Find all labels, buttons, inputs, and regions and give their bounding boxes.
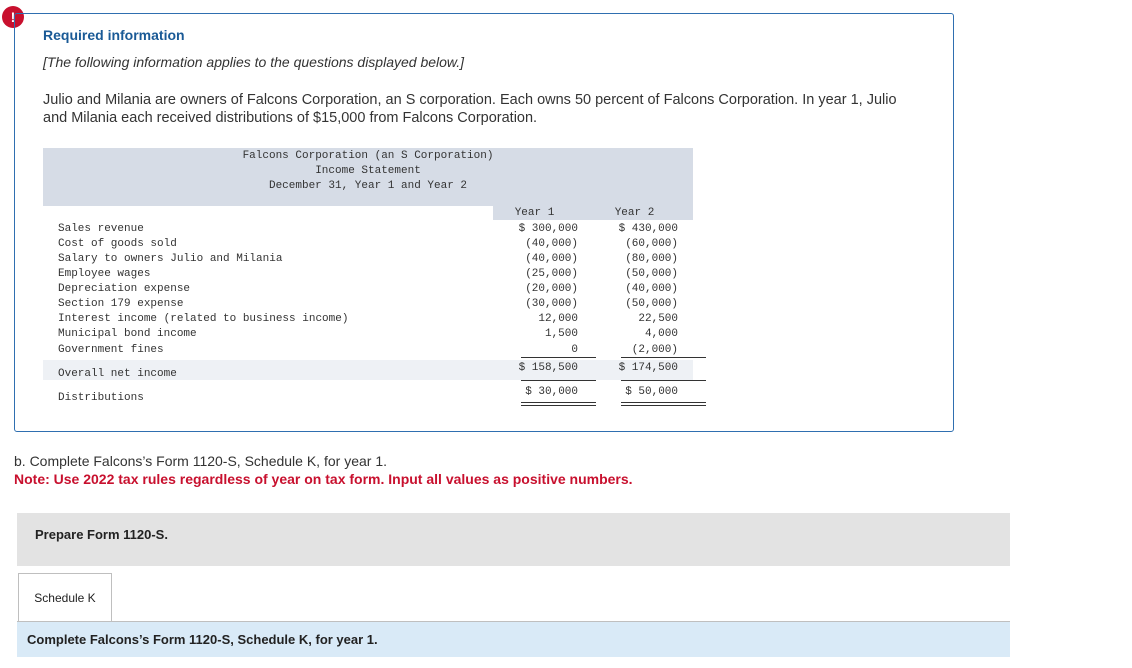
subtotal-rule-year-1 xyxy=(521,357,596,358)
statement-header xyxy=(43,148,693,206)
row-value-year-2: (50,000) xyxy=(625,268,678,280)
required-information-title: Required information xyxy=(43,27,185,43)
statement-title-line: December 31, Year 1 and Year 2 xyxy=(268,180,468,192)
net-income-year-2: $ 174,500 xyxy=(618,362,678,374)
net-income-year-1: $ 158,500 xyxy=(518,362,578,374)
row-value-year-1: (25,000) xyxy=(525,268,578,280)
row-label: Sales revenue xyxy=(58,223,144,235)
row-value-year-1: (40,000) xyxy=(525,253,578,265)
distributions-rule-year-2 xyxy=(621,402,706,403)
required-information-subtitle: [The following information applies to the questions displayed below.] xyxy=(43,54,465,70)
row-value-year-1: (30,000) xyxy=(525,298,578,310)
question-text: b. Complete Falcons’s Form 1120-S, Schedule K, for year 1. xyxy=(14,453,387,469)
row-value-year-1: (40,000) xyxy=(525,238,578,250)
row-value-year-2: (40,000) xyxy=(625,283,678,295)
net-income-label: Overall net income xyxy=(58,368,177,380)
net-income-rule-year-2 xyxy=(621,380,706,381)
row-value-year-1: $ 300,000 xyxy=(518,223,578,235)
distributions-double-rule-year-1 xyxy=(521,405,596,406)
row-value-year-2: (50,000) xyxy=(625,298,678,310)
distributions-year-2: $ 50,000 xyxy=(625,386,678,398)
row-value-year-2: (2,000) xyxy=(631,344,678,356)
distributions-label: Distributions xyxy=(58,392,144,404)
question-note: Note: Use 2022 tax rules regardless of year on tax form. Input all values as positive numbers. xyxy=(14,471,633,487)
row-value-year-1: 12,000 xyxy=(538,313,578,325)
tab-schedule-k[interactable]: Schedule K xyxy=(18,573,112,621)
column-header-year-1: Year 1 xyxy=(514,207,555,219)
distributions-year-1: $ 30,000 xyxy=(525,386,578,398)
row-label: Government fines xyxy=(58,344,164,356)
distributions-rule-year-1 xyxy=(521,402,596,403)
net-income-rule-year-1 xyxy=(521,380,596,381)
distributions-double-rule-year-2 xyxy=(621,405,706,406)
row-label: Employee wages xyxy=(58,268,151,280)
prepare-form-label: Prepare Form 1120-S. xyxy=(35,527,168,542)
row-label: Salary to owners Julio and Milania xyxy=(58,253,283,265)
statement-title-line: Falcons Corporation (an S Corporation) xyxy=(242,150,494,162)
row-value-year-1: (20,000) xyxy=(525,283,578,295)
row-value-year-1: 1,500 xyxy=(544,328,578,340)
row-label: Cost of goods sold xyxy=(58,238,177,250)
column-header-year-2: Year 2 xyxy=(614,207,655,219)
row-value-year-2: 4,000 xyxy=(644,328,678,340)
row-label: Municipal bond income xyxy=(58,328,197,340)
alert-icon: ! xyxy=(2,6,24,28)
instruction-text: Complete Falcons’s Form 1120-S, Schedule K, for year 1. xyxy=(27,632,378,647)
row-label: Interest income (related to business income) xyxy=(58,313,349,325)
subtotal-rule-year-2 xyxy=(621,357,706,358)
row-value-year-2: $ 430,000 xyxy=(618,223,678,235)
row-label: Section 179 expense xyxy=(58,298,184,310)
row-value-year-1: 0 xyxy=(571,344,578,356)
row-value-year-2: 22,500 xyxy=(638,313,678,325)
statement-title-line: Income Statement xyxy=(315,165,421,177)
required-information-body: Julio and Milania are owners of Falcons Corporation, an S corporation. Each owns 50 percent of Falcons Corporation. In year 1, Julio and Milania each received distributions of $15,000 from Falcons Corporation. xyxy=(43,92,897,126)
row-value-year-2: (60,000) xyxy=(625,238,678,250)
row-label: Depreciation expense xyxy=(58,283,191,295)
row-value-year-2: (80,000) xyxy=(625,253,678,265)
